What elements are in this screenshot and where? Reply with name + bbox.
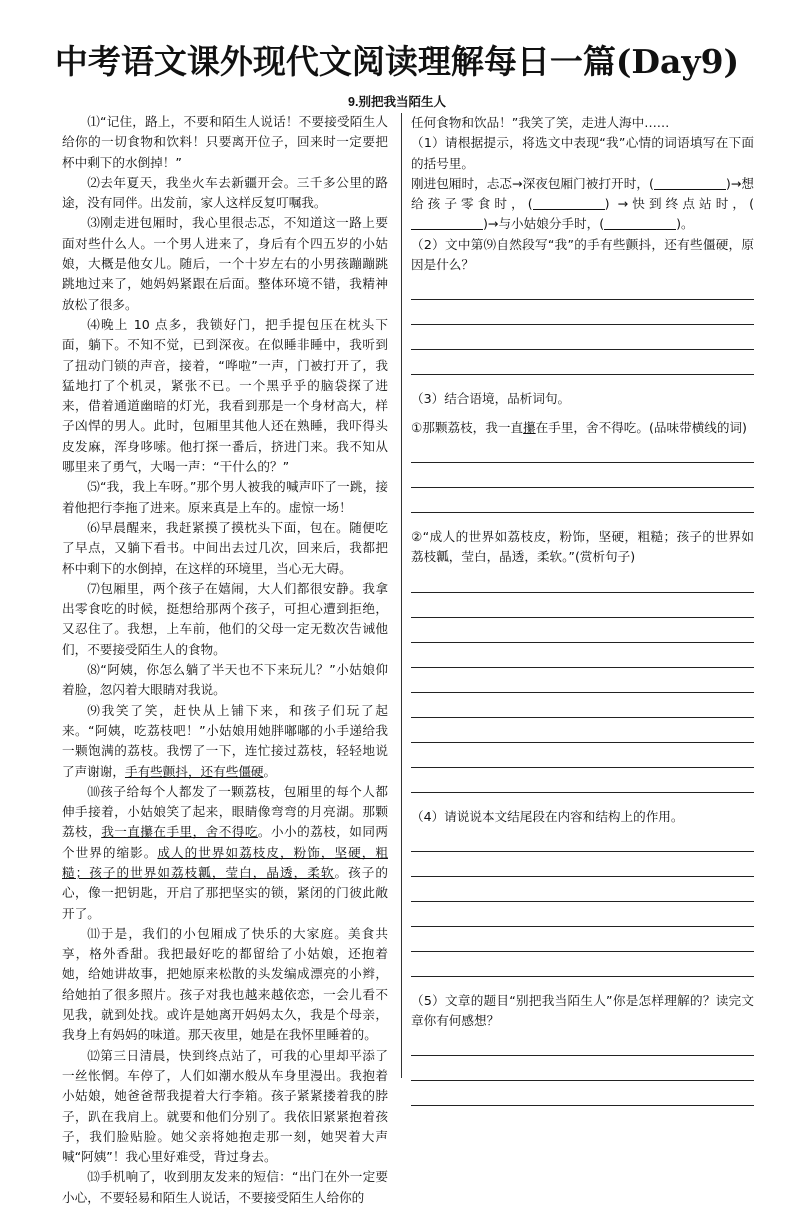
spacer	[411, 513, 754, 527]
fill-in-text-2: )	[725, 175, 731, 191]
questions-column	[411, 113, 754, 1106]
question-2-answer-area[interactable]	[411, 275, 754, 375]
answer-line[interactable]	[411, 438, 754, 463]
answer-line[interactable]	[411, 1056, 754, 1081]
fill-in-text-4: ) →快到终点站时，	[604, 196, 750, 212]
answer-line[interactable]	[411, 668, 754, 693]
answer-line[interactable]	[411, 275, 754, 300]
paragraph-9-text: ⑼我笑了笑，赶快从上铺下来，和孩子们玩了起来。“阿姨，吃荔枝吧！”小姑娘用她胖嘟嘟的小手递给我一颗饱满的荔枝。我愣了一下，连忙接过荔枝，轻轻地说了声谢谢，	[62, 702, 388, 779]
answer-line[interactable]	[411, 593, 754, 618]
paragraph-8: ⑻“阿姨，你怎么躺了半天也不下来玩儿？”小姑娘仰着脸，忽闪着大眼睛对我说。	[62, 662, 388, 698]
answer-blank-4[interactable]	[604, 215, 676, 230]
fill-in-text-3: →想给孩子零食时，(	[411, 175, 754, 212]
paragraph-10-middle: 。小小的荔枝，如同两个世界的缩影。	[62, 824, 389, 860]
paragraph-12: ⑿第三日清晨，快到终点站了，可我的心里却平添了一丝怅惘。车停了，人们如潮水般从车身里漫出。我抱着小姑娘，她爸爸帮我提着大行李箱。孩子紧紧搂着我的脖子，趴在我肩上。就要和他们分别了。我依旧紧紧抱着孩子，我们脸贴脸。她父亲将她抱走那一刻，她哭着大声喊“阿姨”！我心里好难受，背过身去。	[62, 1047, 388, 1165]
paragraph-10	[62, 782, 388, 924]
answer-line[interactable]	[411, 827, 754, 852]
answer-line[interactable]	[411, 643, 754, 668]
question-3-item-1-answer-area[interactable]	[411, 438, 754, 513]
paragraph-1: ⑴“记住，路上，不要和陌生人说话！不要接受陌生人给你的一切食物和饮料！只要离开位子，回来时一定要把杯中剩下的水倒掉！”	[62, 114, 388, 170]
answer-line[interactable]	[411, 768, 754, 793]
answer-line[interactable]	[411, 743, 754, 768]
answer-line[interactable]	[411, 693, 754, 718]
answer-blank-3[interactable]	[411, 215, 483, 230]
spacer	[411, 793, 754, 807]
spacer	[411, 977, 754, 991]
paragraph-3: ⑶刚走进包厢时，我心里很忐忑，不知道这一路上要面对些什么人。一个男人进来了，身后有个四五岁的小姑娘，大概是他女儿。随后，一个十岁左右的小男孩蹦蹦跳跳地过来了，她妈妈紧跟在后面。整体环境不错，我精神放松了很多。	[62, 215, 388, 312]
item-1-text: ①那颗荔枝，我一直	[411, 419, 524, 435]
answer-line[interactable]	[411, 618, 754, 643]
column-divider	[401, 113, 402, 1078]
answer-line[interactable]	[411, 852, 754, 877]
question-3-prompt: （3）结合语境，品析词句。	[411, 391, 571, 407]
question-4-answer-area[interactable]	[411, 827, 754, 977]
spacer	[411, 410, 754, 418]
answer-line[interactable]	[411, 350, 754, 375]
answer-line[interactable]	[411, 463, 754, 488]
underlined-phrase-trembling-hands: 手有些颤抖，还有些僵硬	[124, 763, 264, 779]
answer-line[interactable]	[411, 1031, 754, 1056]
fill-in-text-7: )。	[676, 216, 694, 232]
answer-line[interactable]	[411, 568, 754, 593]
answer-blank-2[interactable]	[533, 195, 605, 210]
answer-line[interactable]	[411, 952, 754, 977]
question-2-prompt: （2）文中第⑼自然段写“我”的手有些颤抖，还有些僵硬，原因是什么？	[411, 236, 754, 273]
answer-line[interactable]	[411, 1081, 754, 1106]
answer-line[interactable]	[411, 718, 754, 743]
question-3-item-1	[411, 418, 754, 438]
passage-column	[62, 112, 388, 1208]
question-1-prompt: （1）请根据提示，将选文中表现“我”心情的词语填写在下面的括号里。	[411, 135, 754, 171]
question-3-item-2: ②“成人的世界如荔枝皮，粉饰，坚硬，粗糙；孩子的世界如荔枝瓤，莹白，晶透，柔软。”(赏析句子)	[411, 528, 754, 565]
paragraph-10-end: 。孩子的心，像一把钥匙，开启了那把坚实的锁，紧闭的门彼此敞开了。	[62, 864, 389, 921]
paragraph-6: ⑹早晨醒来，我赶紧摸了摸枕头下面，包在。随便吃了早点，又躺下看书。中间出去过几次，回来后，我都把杯中剩下的水倒掉，在这样的环境里，当心无大碍。	[62, 519, 388, 576]
paragraph-9-end: 。	[263, 763, 277, 779]
paragraph-7: ⑺包厢里，两个孩子在嬉闹，大人们都很安静。我拿出零食吃的时候，挺想给那两个孩子，可担心遭到拒绝，又忍住了。我想，上车前，他们的父母一定无数次告诫他们，不要接受陌生人的食物。	[62, 580, 388, 657]
answer-line[interactable]	[411, 325, 754, 350]
paragraph-10-text: ⑽孩子给每个人都发了一颗荔枝，包厢里的每个人都伸手接着，小姑娘笑了起来，眼睛像弯弯的月亮湖。那颗荔枝，	[62, 783, 388, 840]
paragraph-9	[62, 701, 388, 782]
fill-in-text-6: )→与小姑娘分手时，(	[483, 216, 605, 232]
question-5-prompt: （5）文章的题目“别把我当陌生人”你是怎样理解的？读完文章你有何感想？	[411, 992, 754, 1029]
spacer	[411, 375, 754, 389]
answer-line[interactable]	[411, 300, 754, 325]
question-5-answer-area[interactable]	[411, 1031, 754, 1106]
underlined-phrase-holding-lychee: 我一直攥在手里，舍不得吃	[101, 824, 258, 840]
underlined-word: 攥	[523, 419, 536, 435]
underlined-sentence-two-worlds: 成人的世界如荔枝皮，粉饰，坚硬，粗糙；孩子的世界如荔枝瓤，莹白，晶透，柔软	[62, 844, 389, 880]
paragraph-5: ⑸“我，我上车呀。”那个男人被我的喊声吓了一跳，接着他把行李拖了进来。原来真是上车的。虚惊一场！	[62, 479, 388, 515]
paragraph-13: ⒀手机响了，收到朋友发来的短信：“出门在外一定要小心，不要轻易和陌生人说话，不要接受陌生人给你的	[62, 1169, 388, 1205]
question-3-item-2-answer-area[interactable]	[411, 568, 754, 793]
answer-line[interactable]	[411, 877, 754, 902]
answer-line[interactable]	[411, 927, 754, 952]
fill-in-text-1: 刚进包厢时，忐忑→深夜包厢门被打开时，(	[411, 175, 654, 191]
page-title: 中考语文课外现代文阅读理解每日一篇(Day9)	[54, 42, 740, 81]
paragraph-2: ⑵去年夏天，我坐火车去新疆开会。三千多公里的路途，没有同伴。出发前，家人这样反复叮嘱我。	[62, 174, 388, 211]
fill-in-text-5: (	[749, 196, 754, 212]
paragraph-11: ⑾于是，我们的小包厢成了快乐的大家庭。美食共享，格外香甜。我把最好吃的都留给了小姑娘，还抱着她，给她讲故事，把她原来松散的头发编成漂亮的小辫，给她拍了很多照片。孩子对我也越来越依恋，一会儿看不见我，就到处找。或许是她离开妈妈太久，我是个母亲，我身上有妈妈的味道。那天夜里，她是在我怀里睡着的。	[62, 925, 388, 1043]
answer-line[interactable]	[411, 902, 754, 927]
question-4-prompt: （4）请说说本文结尾段在内容和结构上的作用。	[411, 808, 684, 824]
passage-continuation: 任何食物和饮品！”我笑了笑，走进人海中……	[411, 115, 670, 130]
question-1-fill-in	[411, 174, 754, 235]
item-1-text-end: 在手里，舍不得吃。(品味带横线的词)	[535, 419, 747, 435]
answer-blank-1[interactable]	[654, 175, 726, 190]
answer-line[interactable]	[411, 488, 754, 513]
paragraph-4: ⑷晚上 10 点多，我锁好门，把手提包压在枕头下面，躺下。不知不觉，已到深夜。在似睡非睡中，我听到了扭动门锁的声音，接着，“哗啦”一声，门被打开了，我猛地打了个机灵，紧张不已。一个黑乎乎的脑袋探了进来，借着通道幽暗的灯光，我看到那是一个身材高大，样子凶悍的男人。此时，包厢里其他人还在熟睡，我吓得头皮发麻，浑身哆嗦。他打探一番后，挤进门来。我不知从哪里来了勇气，大喝一声：“干什么的？”	[62, 316, 388, 475]
passage-title: 9.别把我当陌生人	[348, 95, 446, 109]
